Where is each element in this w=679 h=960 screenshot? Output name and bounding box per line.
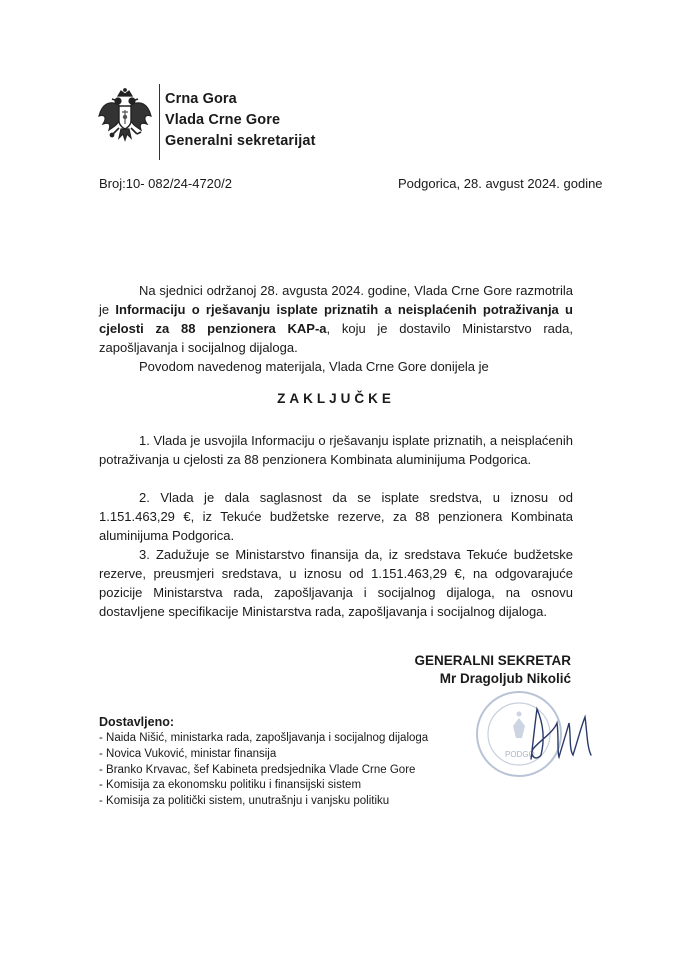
coat-of-arms-icon [97, 88, 153, 146]
intro-text-bold: Informaciju o rješavanju isplate priznatih a neisplaćenih potraživanja u cjelosti za 88 penzionera KAP-a [99, 302, 573, 336]
stamp-text: PODGO [505, 750, 535, 759]
distribution-item: - Branko Krvavac, šef Kabineta predsjednika Vlade Crne Gore [99, 763, 416, 776]
document-number: Broj:10- 082/24-4720/2 [99, 176, 232, 191]
intro-text-end: , koju je dostavilo Ministarstvo rada, zapošljavanja i socijalnog dijaloga. [99, 321, 573, 355]
distribution-heading: Dostavljeno: [99, 715, 175, 729]
conclusion-2: 2. Vlada je dala saglasnost da se isplate sredstva, u iznosu od 1.151.463,29 €, iz Tekuće budžetske rezerve, za 88 penzionera Kombinata aluminijuma Podgorica. [99, 490, 573, 543]
distribution-item: - Naida Nišić, ministarka rada, zapošljavanja i socijalnog dijaloga [99, 732, 429, 744]
distribution-list [99, 731, 428, 810]
header-divider [159, 84, 160, 160]
handwritten-signature-icon [523, 703, 599, 765]
intro-text-start: Na sjednici održanoj 28. avgusta 2024. godine, Vlada Crne Gore razmotrila je [99, 283, 573, 317]
decision-intro: Povodom navedenog materijala, Vlada Crne Gore donijela je [139, 359, 489, 374]
signatory-title: GENERALNI SEKRETAR [414, 653, 571, 668]
distribution-item: - Komisija za ekonomsku politiku i finansijski sistem [99, 779, 362, 792]
document-date: Podgorica, 28. avgust 2024. godine [398, 176, 603, 191]
signatory-name: Mr Dragoljub Nikolić [439, 671, 571, 686]
conclusions-heading: ZAKLJUČKE [277, 391, 395, 406]
conclusion-1: 1. Vlada je usvojila Informaciju o rješavanju isplate priznatih, a neisplaćenih potraživanja u cjelosti za 88 penzionera Kombinata aluminijuma Podgorica. [99, 433, 573, 467]
header-country: Crna Gora [165, 91, 237, 107]
distribution-item: - Komisija za politički sistem, unutrašnju i vanjsku politiku [99, 795, 390, 808]
intro-paragraph [99, 281, 573, 357]
header-secretariat: Generalni sekretarijat [165, 133, 316, 149]
conclusion-3: 3. Zadužuje se Ministarstvo finansija da, iz sredstava Tekuće budžetske rezerve, preusmjeri sredstava, u iznosu od 1.151.463,29 €, na odgovarajuće pozicije Ministarstva rada, zapošljavanja i socijalnog dijaloga, na osnovu dostavljene specifikacije Ministarstva rada, zapošljavanja i socijalnog dijaloga. [99, 547, 573, 619]
distribution-item: - Novica Vuković, ministar finansija [99, 747, 277, 760]
header-government: Vlada Crne Gore [165, 112, 281, 128]
